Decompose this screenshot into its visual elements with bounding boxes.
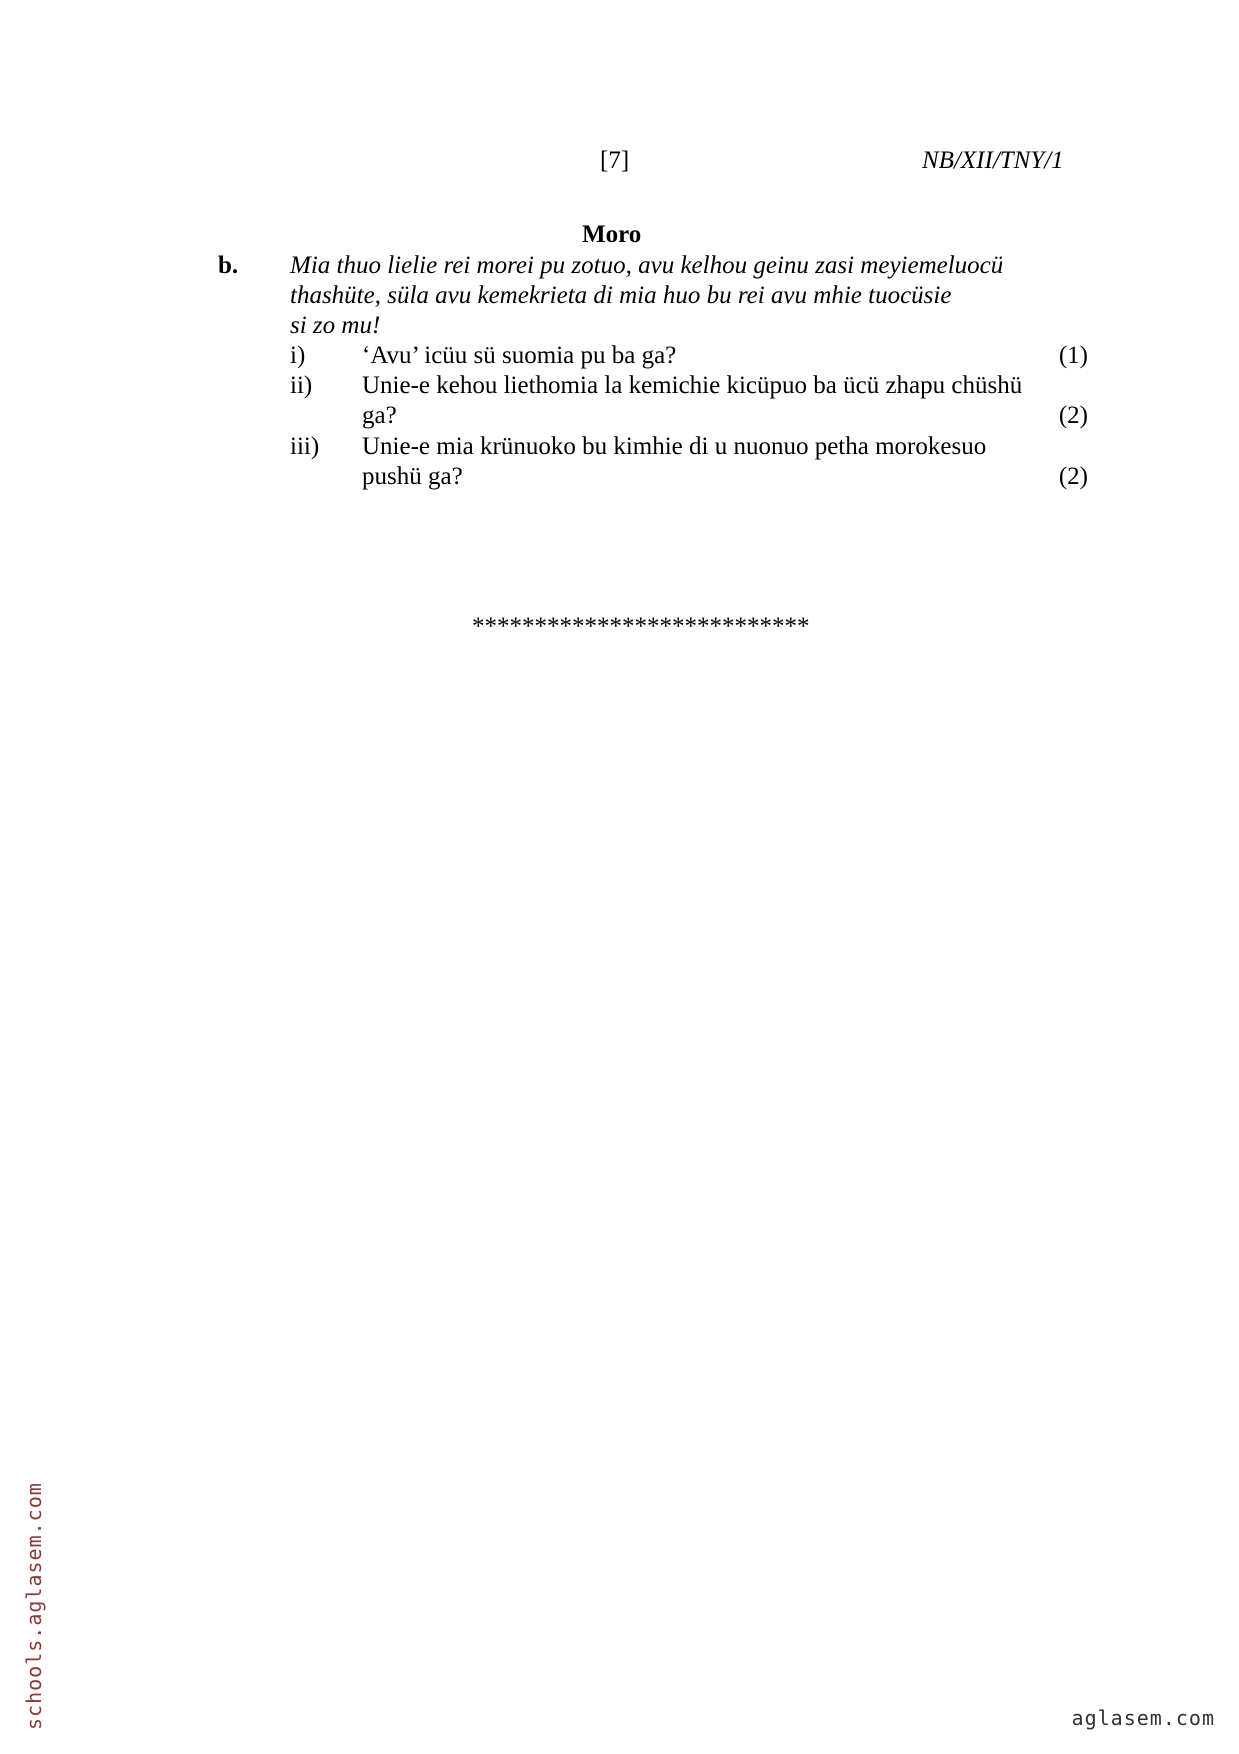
sub-question-3 xyxy=(290,432,1088,492)
sub-question-text-continued: pushü ga? xyxy=(362,463,463,490)
sub-question-number: iii) xyxy=(290,433,320,460)
sub-question-marks: (2) xyxy=(1058,402,1088,429)
sub-question-text: ‘Avu’ icüu sü suomia pu ba ga? xyxy=(362,342,677,369)
passage-line: si zo mu! xyxy=(290,312,381,339)
question-passage xyxy=(290,251,1070,341)
sub-question-text: Unie-e mia krünuoko bu kimhie di u nuonuo petha morokesuo xyxy=(362,433,987,460)
watermark-right: aglasem.com xyxy=(1071,1706,1215,1730)
section-title: Moro xyxy=(582,221,642,248)
sub-question-number: ii) xyxy=(290,372,313,399)
paper-code: NB/XII/TNY/1 xyxy=(922,147,1064,174)
passage-line: Mia thuo lielie rei morei pu zotuo, avu kelhou geinu zasi meyiemeluocü xyxy=(290,252,1004,279)
sub-question-text-continued: ga? xyxy=(362,402,397,429)
sub-question-1 xyxy=(290,341,1088,371)
passage-line: thashüte, süla avu kemekrieta di mia huo bu rei avu mhie tuocüsie xyxy=(290,282,952,309)
question-label: b. xyxy=(218,252,239,279)
sub-question-text: Unie-e kehou liethomia la kemichie kicüpuo ba ücü zhapu chüshü xyxy=(362,372,1023,399)
sub-question-marks: (1) xyxy=(1058,342,1088,369)
page-number: [7] xyxy=(600,147,630,174)
sub-question-2 xyxy=(290,371,1088,431)
watermark-left: schools.aglasem.com xyxy=(22,1482,46,1730)
end-of-paper-marker: *************************** xyxy=(472,613,810,640)
sub-question-number: i) xyxy=(290,342,306,369)
sub-question-marks: (2) xyxy=(1058,463,1088,490)
